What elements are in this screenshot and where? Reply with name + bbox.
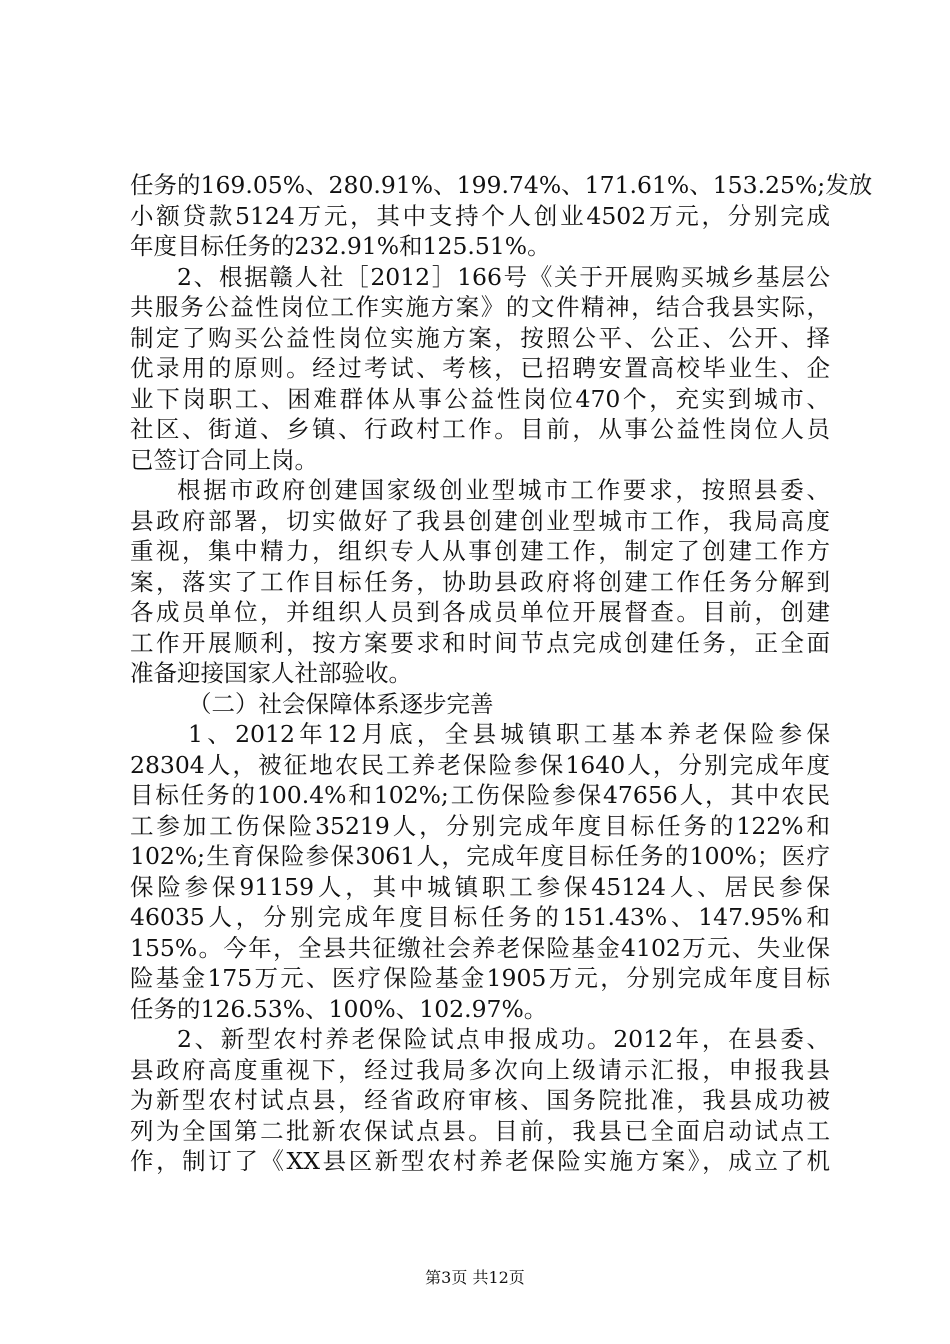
text-line: 重视，集中精力，组织专人从事创建工作，制定了创建工作方 <box>130 537 830 565</box>
text-line: 2、根据赣人社［2012］166号《关于开展购买城乡基层公 <box>177 262 830 291</box>
text-line: 准备迎接国家人社部验收。 <box>130 659 412 687</box>
paragraph-4 <box>130 719 830 1024</box>
paragraph-1 <box>130 170 873 262</box>
text-line: 根据市政府创建国家级创业型城市工作要求，按照县委、 <box>177 476 830 504</box>
document-body <box>130 170 873 1177</box>
text-line: 46035人，分别完成年度目标任务的151.43%、147.95%和 <box>130 903 830 931</box>
text-line: 险基金175万元、医疗保险基金1905万元，分别完成年度目标 <box>130 964 830 992</box>
text-line: 共服务公益性岗位工作实施方案》的文件精神，结合我县实际， <box>130 293 830 321</box>
section-heading: （二）社会保障体系逐步完善 <box>188 689 494 718</box>
text-line: 列为全国第二批新农保试点县。目前，我县已全面启动试点工 <box>130 1116 830 1145</box>
page-footer: 第3页 共12页 <box>425 1268 525 1287</box>
text-line: 目标任务的100.4%和102%;工伤保险参保47656人，其中农民 <box>130 781 830 809</box>
text-line: 为新型农村试点县，经省政府审核、国务院批准，我县成功被 <box>130 1086 830 1114</box>
text-line: 任务的126.53%、100%、102.97%。 <box>130 994 548 1023</box>
paragraph-3 <box>130 475 830 689</box>
paragraph-5 <box>130 1024 830 1177</box>
text-line: 1、2012年12月底，全县城镇职工基本养老保险参保 <box>188 720 830 748</box>
text-line: 业下岗职工、困难群体从事公益性岗位470个，充实到城市、 <box>130 384 830 413</box>
text-line: 案，落实了工作目标任务，协助县政府将创建工作任务分解到 <box>130 567 830 596</box>
text-line: 优录用的原则。经过考试、考核，已招聘安置高校毕业生、企 <box>130 354 830 382</box>
text-line: 任务的169.05%、280.91%、199.74%、171.61%、153.25%;发放 <box>130 171 873 199</box>
text-line: 102%;生育保险参保3061人，完成年度目标任务的100%；医疗 <box>130 842 830 870</box>
paragraph-2 <box>130 262 830 476</box>
text-line: 制定了购买公益性岗位实施方案，按照公平、公正、公开、择 <box>130 323 830 352</box>
text-line: 小额贷款5124万元，其中支持个人创业4502万元，分别完成 <box>130 201 830 230</box>
text-line: 已签订合同上岗。 <box>130 445 318 474</box>
text-line: 2、新型农村养老保险试点申报成功。2012年，在县委、 <box>177 1025 830 1053</box>
text-line: 县政府高度重视下，经过我局多次向上级请示汇报，申报我县 <box>130 1055 830 1084</box>
text-line: 年度目标任务的232.91%和125.51%。 <box>130 232 551 260</box>
text-line: 工作开展顺利，按方案要求和时间节点完成创建任务，正全面 <box>130 628 830 657</box>
text-line: 28304人，被征地农民工养老保险参保1640人，分别完成年度 <box>130 750 830 779</box>
text-line: 各成员单位，并组织人员到各成员单位开展督查。目前，创建 <box>130 598 830 626</box>
text-line: 社区、街道、乡镇、行政村工作。目前，从事公益性岗位人员 <box>130 415 830 443</box>
text-line: 县政府部署，切实做好了我县创建创业型城市工作，我局高度 <box>130 506 830 535</box>
text-line: 作，制订了《XX县区新型农村养老保险实施方案》，成立了机 <box>130 1147 830 1175</box>
text-line: 保险参保91159人，其中城镇职工参保45124人、居民参保 <box>130 872 830 901</box>
text-line: 155%。今年，全县共征缴社会养老保险基金4102万元、失业保 <box>130 933 830 962</box>
text-line: 工参加工伤保险35219人，分别完成年度目标任务的122%和 <box>130 811 830 840</box>
